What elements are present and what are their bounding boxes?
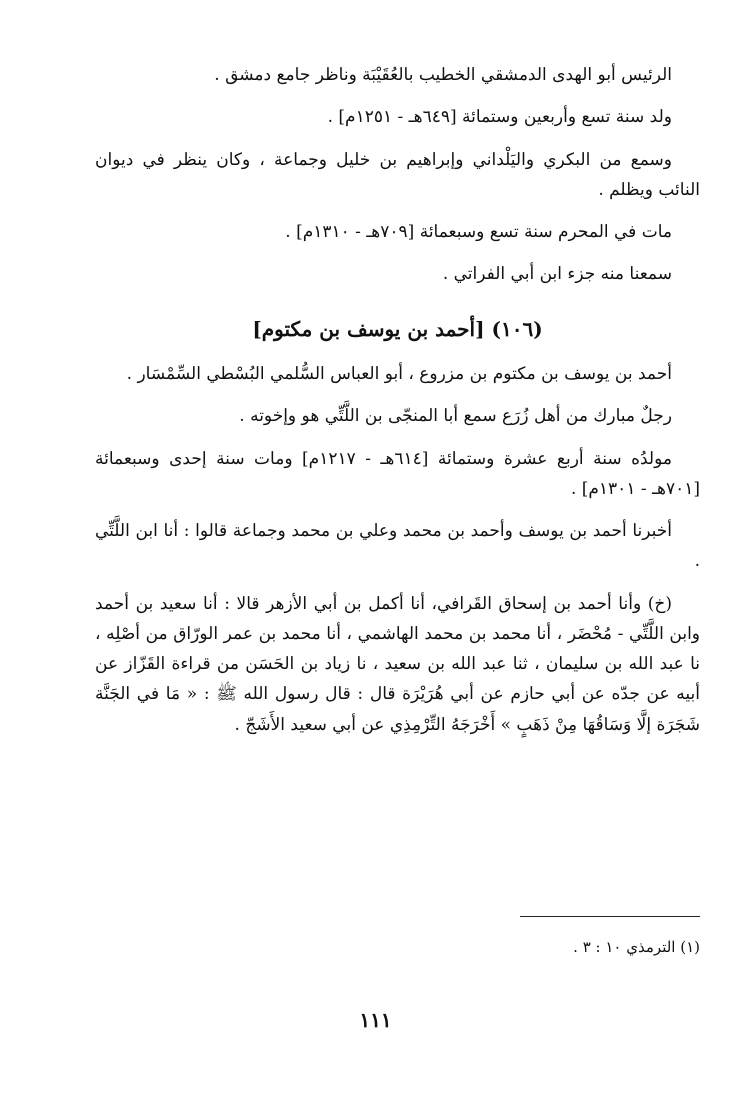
footnote-divider xyxy=(520,916,700,917)
entry-heading: (١٠٦) [أحمد بن يوسف بن مكتوم] xyxy=(252,316,543,341)
paragraph-3: وسمع من البكري واليَلْداني وإبراهيم بن خليل وجماعة ، وكان ينظر في ديوان النائب ويظلم . xyxy=(95,149,700,200)
page-number: ١١١ xyxy=(359,1008,392,1032)
paragraph-5: سمعنا منه جزء ابن أبي الفراتي . xyxy=(442,264,672,285)
footnote: (١) الترمذي ١٠ : ٣ . xyxy=(573,938,700,956)
paragraph-4: مات في المحرم سنة تسع وسبعمائة [٧٠٩هـ - ١٣١٠م] . xyxy=(285,222,672,242)
paragraph-9: أخبرنا أحمد بن يوسف وأحمد بن محمد وعلي بن محمد وجماعة قالوا : أنا ابن اللَّتِّي . xyxy=(95,521,700,572)
main-text xyxy=(95,60,700,752)
paragraph-6: أحمد بن يوسف بن مكتوم بن مزروع ، أبو العباس السُّلمي البُسْطي السِّمْسَار . xyxy=(126,364,672,385)
paragraph-8: مولدُه سنة أربع عشرة وستمائة [٦١٤هـ - ١٢١٧م] ومات سنة إحدى وسبعمائة [٧٠١هـ - ١٣٠١م] . xyxy=(95,448,700,499)
paragraph-10: (خ) وأنا أحمد بن إسحاق القَرافي، أنا أكمل بن أبي الأزهر قالا : أنا سعيد بن أحمد وابن اللَّتِّي - مُحْضَر ، أنا محمد بن محمد الهاشمي ، أنا محمد بن عمر الورّاق من أصْلِه ، نا عبد الله بن سليمان ، ثنا عبد الله بن سعيد ، نا زياد بن الحَسَن من قراءة القَزّاز عن أبيه عن جدّه عن أبي حازم عن أبي هُرَيْرَة قال : قال رسول الله ﷺ : « مَا في الجَنَّة شَجَرَة إلَّا وَسَاقُهَا مِنْ ذَهَبٍ » أَخْرَجَهُ التِّرْمِذِي عن أبي سعيد الأَشَجّ . xyxy=(95,593,700,735)
paragraph-2: ولد سنة تسع وأربعين وستمائة [٦٤٩هـ - ١٢٥١م] . xyxy=(327,107,672,128)
paragraph-7: رجلٌ مبارك من أهل زُرَع سمع أبا المنجّى بن اللَّتِّي هو وإخوته . xyxy=(239,406,672,427)
paragraph-1: الرئيس أبو الهدى الدمشقي الخطيب بالعُقَيْبَة وناظر جامع دمشق . xyxy=(214,65,672,85)
